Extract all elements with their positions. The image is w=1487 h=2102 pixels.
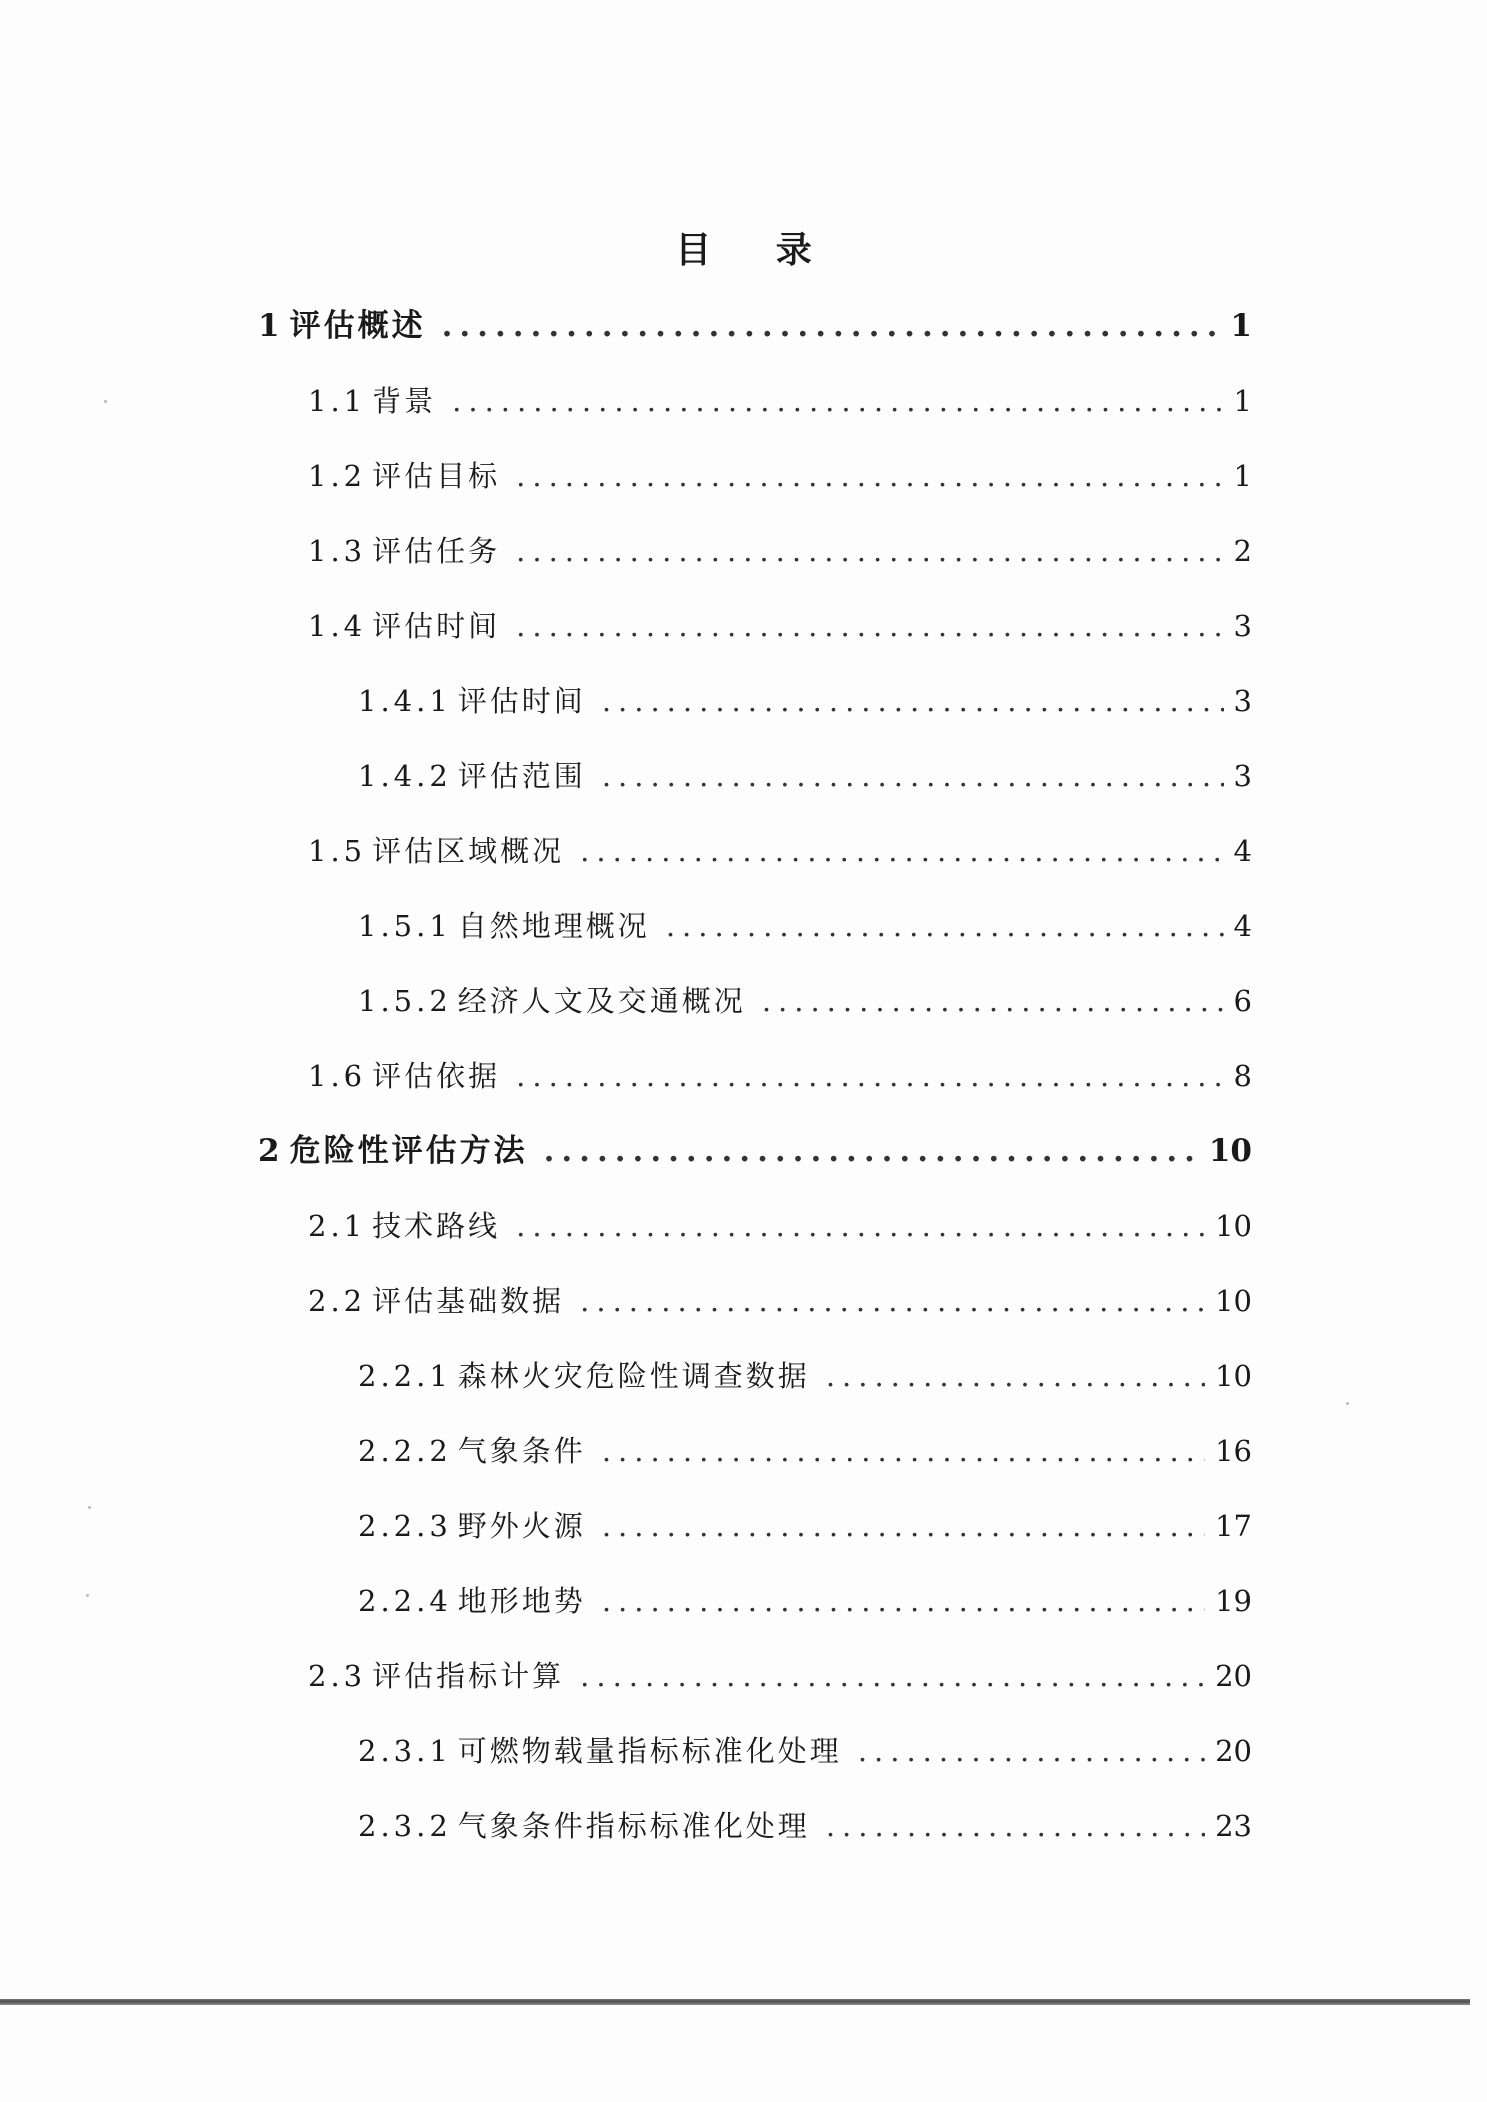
dot-leader [580,1273,1205,1329]
toc-entry-number: 2.3.2 [358,1809,452,1843]
dot-leader [826,1798,1205,1854]
dot-leader [442,298,1221,354]
table-of-contents [0,298,1487,1873]
toc-entry-number: 2.2.1 [358,1359,452,1393]
toc-entry-page: 10 [1208,1133,1252,1169]
toc-entry-title: 自然地理概况 [457,909,650,943]
toc-entry-number: 2.2.2 [358,1434,452,1468]
toc-entry-title: 经济人文及交通概况 [457,984,746,1018]
toc-entry-page: 3 [1233,759,1252,793]
toc-entry-title: 野外火源 [457,1509,586,1543]
dot-leader [580,823,1223,879]
toc-entry-title: 评估依据 [372,1059,501,1093]
toc-entry-title: 评估基础数据 [372,1284,565,1318]
toc-entry-page: 3 [1233,609,1252,643]
toc-entry-page: 2 [1233,534,1252,568]
dot-leader [602,1573,1205,1629]
dot-leader [452,373,1223,429]
toc-entry-title: 评估范围 [457,759,586,793]
toc-entry[interactable] [0,1273,1487,1348]
toc-entry-page: 1 [1233,384,1252,418]
toc-entry-title: 气象条件 [457,1434,586,1468]
toc-entry-page: 20 [1215,1659,1252,1693]
dot-leader [516,523,1223,579]
toc-entry-page: 3 [1233,684,1252,718]
toc-entry[interactable] [0,748,1487,823]
toc-entry[interactable] [0,823,1487,898]
toc-entry[interactable] [0,1723,1487,1798]
toc-entry-number: 2.3 [308,1659,367,1693]
toc-entry[interactable] [0,1198,1487,1273]
toc-entry-number: 1.4.2 [358,759,452,793]
toc-entry-page: 23 [1215,1809,1252,1843]
toc-entry-title: 气象条件指标标准化处理 [457,1809,810,1843]
dot-leader [602,1423,1205,1479]
toc-entry-page: 1 [1230,308,1252,344]
toc-entry-number: 2.2.3 [358,1509,452,1543]
toc-entry-page: 17 [1215,1509,1252,1543]
toc-entry[interactable] [0,1048,1487,1123]
toc-entry-number: 1.5.2 [358,984,452,1018]
toc-entry[interactable] [0,898,1487,973]
dot-leader [602,1498,1205,1554]
toc-entry[interactable] [0,1123,1487,1198]
toc-entry[interactable] [0,373,1487,448]
toc-entry-page: 10 [1215,1209,1252,1243]
toc-entry-number: 1 [258,308,284,344]
toc-entry[interactable] [0,448,1487,523]
toc-entry-title: 可燃物载量指标标准化处理 [457,1734,842,1768]
dot-leader [762,973,1224,1029]
toc-entry-title: 地形地势 [457,1584,586,1618]
dot-leader [516,1198,1205,1254]
dot-leader [826,1348,1205,1404]
scan-speck [86,1594,89,1597]
toc-entry[interactable] [0,1498,1487,1573]
footer-rule [0,1999,1470,2005]
toc-entry-page: 16 [1215,1434,1252,1468]
toc-entry-number: 1.2 [308,459,367,493]
toc-entry-title: 评估时间 [372,609,501,643]
toc-entry-number: 2.1 [308,1209,367,1243]
toc-title: 目 录 [675,229,838,271]
toc-entry-number: 1.5 [308,834,367,868]
toc-entry-title: 技术路线 [372,1209,501,1243]
toc-entry-number: 1.1 [308,384,367,418]
toc-entry-number: 2.2.4 [358,1584,452,1618]
dot-leader [516,448,1223,504]
toc-entry-title: 森林火灾危险性调查数据 [457,1359,810,1393]
toc-entry-title: 评估概述 [289,308,426,344]
dot-leader [516,1048,1223,1104]
toc-entry-title: 评估目标 [372,459,501,493]
toc-entry[interactable] [0,1348,1487,1423]
toc-entry-number: 1.4.1 [358,684,452,718]
toc-entry-number: 2.3.1 [358,1734,452,1768]
toc-entry-page: 10 [1215,1284,1252,1318]
dot-leader [580,1648,1205,1704]
toc-entry-number: 1.4 [308,609,367,643]
toc-entry[interactable] [0,673,1487,748]
toc-entry[interactable] [0,598,1487,673]
toc-entry-title: 评估区域概况 [372,834,565,868]
toc-entry[interactable] [0,1648,1487,1723]
toc-entry-page: 20 [1215,1734,1252,1768]
toc-entry-number: 1.3 [308,534,367,568]
toc-entry-title: 评估时间 [457,684,586,718]
toc-entry[interactable] [0,523,1487,598]
dot-leader [602,748,1224,804]
toc-entry-number: 2.2 [308,1284,367,1318]
toc-entry-title: 评估指标计算 [372,1659,565,1693]
dot-leader [544,1123,1199,1179]
dot-leader [666,898,1224,954]
toc-entry[interactable] [0,298,1487,373]
toc-entry-title: 评估任务 [372,534,501,568]
scan-speck [1346,1402,1349,1405]
toc-entry[interactable] [0,1573,1487,1648]
dot-leader [516,598,1223,654]
toc-entry-page: 19 [1215,1584,1252,1618]
toc-entry-page: 1 [1233,459,1252,493]
toc-entry-number: 1.5.1 [358,909,452,943]
toc-entry-page: 8 [1233,1059,1252,1093]
toc-entry-number: 2 [258,1133,284,1169]
toc-entry-page: 10 [1215,1359,1252,1393]
toc-entry-page: 4 [1233,909,1252,943]
dot-leader [858,1723,1205,1779]
toc-entry-page: 6 [1233,984,1252,1018]
scan-speck [88,1506,91,1509]
scan-speck [104,400,107,403]
toc-entry[interactable] [0,1423,1487,1498]
toc-entry-number: 1.6 [308,1059,367,1093]
toc-entry[interactable] [0,973,1487,1048]
toc-entry-title: 危险性评估方法 [289,1133,528,1169]
toc-entry-page: 4 [1233,834,1252,868]
toc-entry-title: 背景 [372,384,437,418]
dot-leader [602,673,1224,729]
toc-entry[interactable] [0,1798,1487,1873]
